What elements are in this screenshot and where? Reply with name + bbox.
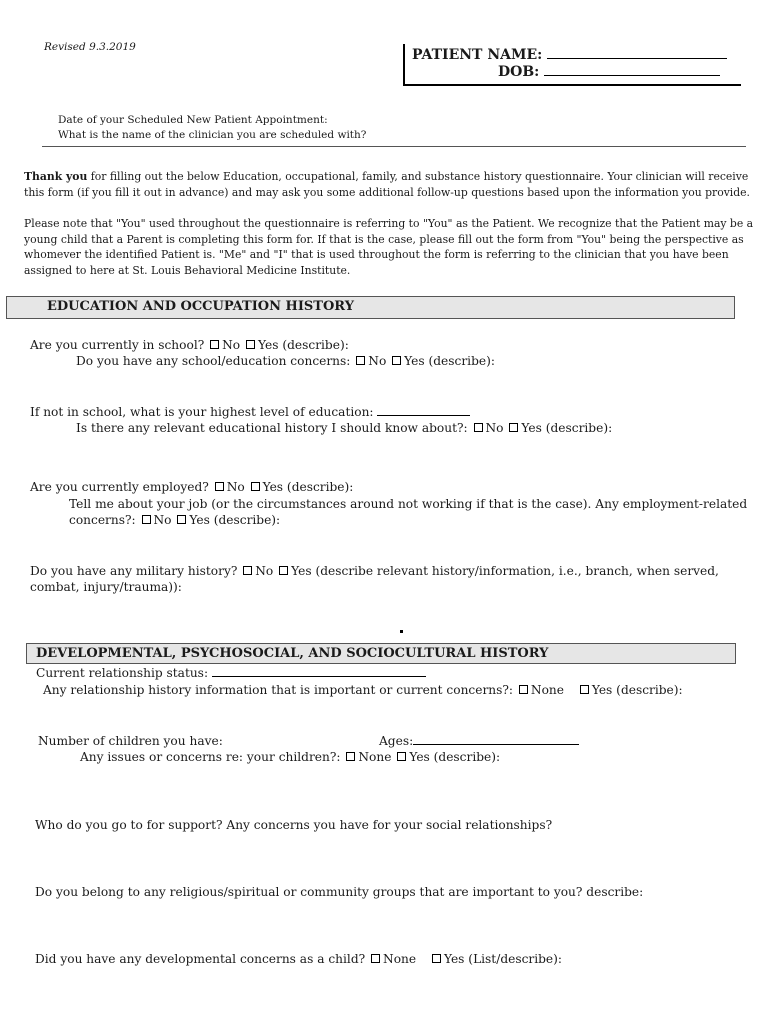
support-question: Who do you go to for support? Any concerns you have for your social relationships? (35, 818, 553, 832)
relationship-status-field[interactable] (212, 676, 426, 677)
religious-question: Do you belong to any religious/spiritual or community groups that are important to you? describe: (35, 885, 644, 899)
patient-name-field[interactable] (547, 58, 727, 59)
school-no-checkbox[interactable] (210, 340, 219, 349)
clinician-name-label: What is the name of the clinician you are scheduled with? (58, 129, 367, 141)
dob-row (498, 64, 720, 80)
military-yes-checkbox[interactable] (279, 566, 288, 575)
divider (42, 146, 746, 147)
note-line: Please note that "You" used throughout the questionnaire is referring to "You" as the Patient. We recognize that the Patient may be a (24, 217, 754, 230)
school-concerns-text: Do you have any school/education concerns: (76, 354, 351, 368)
developmental-section-header: DEVELOPMENTAL, PSYCHOSOCIAL, AND SOCIOCULTURAL HISTORY (26, 643, 736, 664)
school-question-text: Are you currently in school? (30, 338, 205, 352)
yes-list-label: Yes (List/describe): (443, 952, 563, 966)
intro-line-1 (24, 169, 750, 185)
dob-field[interactable] (544, 75, 720, 76)
no-label: No (255, 564, 274, 578)
revised-date: Revised 9.3.2019 (44, 41, 136, 53)
school-concerns-no-checkbox[interactable] (356, 356, 365, 365)
employed-text: Are you currently employed? (30, 480, 209, 494)
children-issues-question (80, 749, 500, 765)
none-label: None (383, 952, 417, 966)
children-none-checkbox[interactable] (346, 752, 355, 761)
job-no-checkbox[interactable] (142, 515, 151, 524)
ages-field[interactable] (413, 744, 579, 745)
education-history-text: Is there any relevant educational history I should know about?: (76, 421, 468, 435)
no-label: No (368, 354, 387, 368)
thank-you-text: Thank you (24, 170, 88, 183)
yes-describe-label: Yes (describe): (189, 513, 281, 527)
relationship-status-text: Current relationship status: (36, 666, 209, 680)
no-label: No (485, 421, 504, 435)
relationship-history-text: Any relationship history information that is important or current concerns?: (43, 683, 514, 697)
highest-education-question (30, 404, 470, 420)
highest-education-field[interactable] (377, 415, 470, 416)
school-concerns-yes-checkbox[interactable] (392, 356, 401, 365)
note-paragraph (24, 216, 753, 278)
relationship-history-question (43, 682, 683, 698)
none-label: None (358, 750, 392, 764)
intro-line-2: this form (if you fill it out in advance) and may ask you some additional follow-up questions based upon the information you provide. (24, 185, 750, 199)
school-question (30, 337, 349, 353)
intro-line-1-rest: for filling out the below Education, occupational, family, and substance history questionnaire. Your clinician will receive (87, 170, 749, 183)
job-concerns-text: concerns?: (69, 513, 136, 527)
military-question-line-2: combat, injury/trauma)): (30, 580, 182, 594)
yes-describe-label: Yes (describe): (258, 338, 349, 352)
patient-name-label: PATIENT NAME: (412, 47, 543, 63)
highest-education-text: If not in school, what is your highest level of education: (30, 405, 374, 419)
employed-no-checkbox[interactable] (215, 482, 224, 491)
note-line: assigned to here at St. Louis Behavioral Medicine Institute. (24, 263, 351, 277)
no-label: No (153, 513, 172, 527)
relationship-status-question (36, 665, 426, 681)
ages-text: Ages: (379, 734, 414, 748)
children-count-question: Number of children you have: (38, 734, 223, 748)
developmental-none-checkbox[interactable] (371, 954, 380, 963)
military-no-checkbox[interactable] (243, 566, 252, 575)
no-label: No (222, 338, 241, 352)
note-line: young child that a Parent is completing this form for. If that is the case, please fill out the form from "You" being the perspective as (24, 232, 744, 246)
education-history-question (76, 420, 612, 436)
yes-describe-label: Yes (describe): (409, 750, 501, 764)
military-question (30, 563, 719, 579)
children-ages-question (379, 733, 579, 749)
developmental-question (35, 951, 562, 967)
patient-name-row (412, 47, 727, 63)
intro-paragraph (24, 169, 750, 200)
developmental-yes-checkbox[interactable] (432, 954, 441, 963)
job-question-line-2 (69, 512, 280, 528)
relationship-yes-checkbox[interactable] (580, 685, 589, 694)
yes-describe-label: Yes (describe): (262, 480, 354, 494)
military-text: Do you have any military history? (30, 564, 238, 578)
no-label: No (226, 480, 245, 494)
appointment-date-label: Date of your Scheduled New Patient Appointment: (58, 114, 328, 126)
military-yes-label: Yes (describe relevant history/information, i.e., branch, when served, (291, 564, 719, 578)
yes-describe-label: Yes (describe): (521, 421, 613, 435)
none-label: None (530, 683, 564, 697)
developmental-text: Did you have any developmental concerns as a child? (35, 952, 366, 966)
children-issues-text: Any issues or concerns re: your children?: (80, 750, 341, 764)
ed-history-yes-checkbox[interactable] (509, 423, 518, 432)
school-yes-checkbox[interactable] (246, 340, 255, 349)
employed-yes-checkbox[interactable] (251, 482, 260, 491)
yes-describe-label: Yes (describe): (404, 354, 495, 368)
relationship-none-checkbox[interactable] (519, 685, 528, 694)
job-yes-checkbox[interactable] (177, 515, 186, 524)
yes-describe-label: Yes (describe): (591, 683, 683, 697)
children-yes-checkbox[interactable] (397, 752, 406, 761)
dob-label: DOB: (498, 64, 540, 80)
note-line: whomever the identified Patient is. "Me" and "I" that is used throughout the form is referring to the clinician that you have been (24, 248, 729, 261)
education-section-header: EDUCATION AND OCCUPATION HISTORY (6, 296, 735, 319)
employed-question (30, 479, 353, 495)
ed-history-no-checkbox[interactable] (474, 423, 483, 432)
school-concerns-question (76, 353, 495, 369)
job-question-line-1: Tell me about your job (or the circumstances around not working if that is the case). Any employment-related (69, 497, 748, 511)
stray-mark (400, 630, 403, 633)
